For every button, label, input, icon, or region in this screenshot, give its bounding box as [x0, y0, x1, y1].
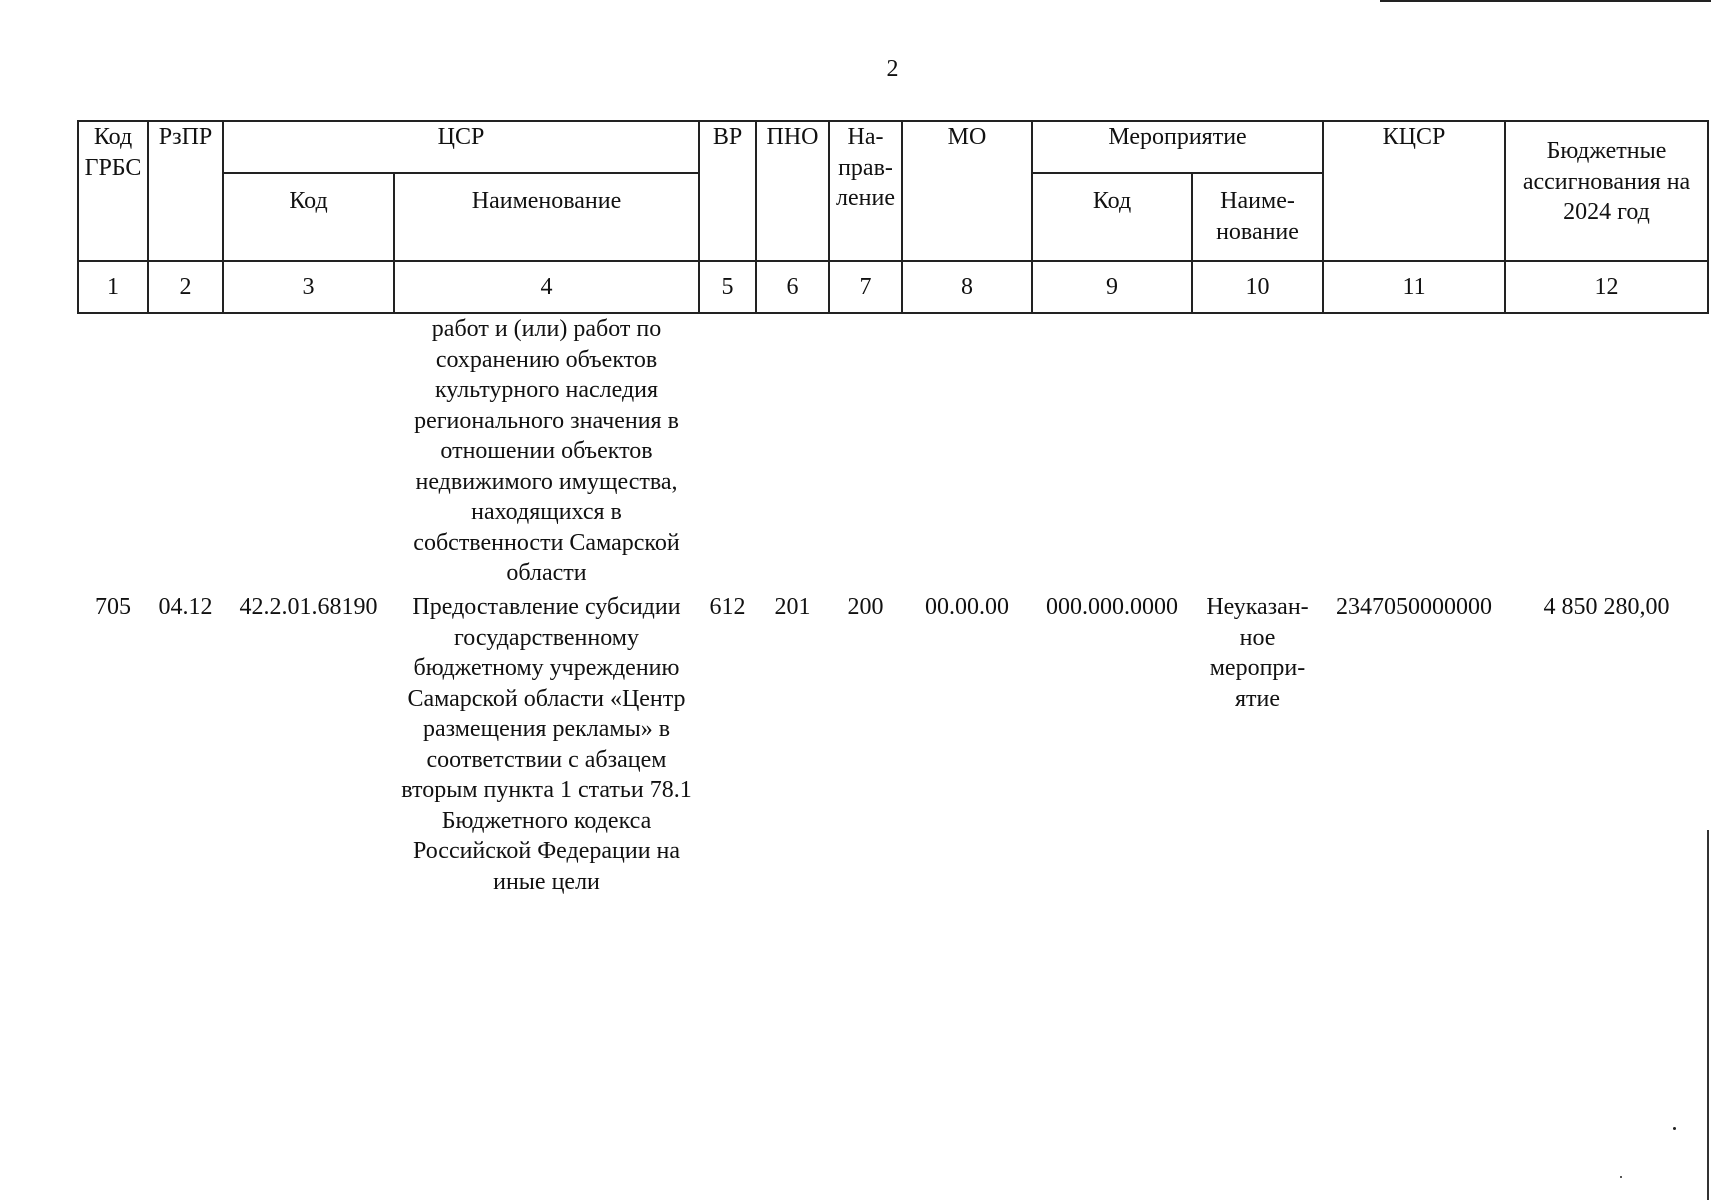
continuation-name: работ и (или) работ по сохранению объектов культурного наследия регионального значения в отношении объектов недвижимого имущества, находящихся в собственности Самарской области	[413, 316, 680, 586]
cell-grbs: 705	[95, 594, 131, 620]
header-event-name: Наиме-нование	[1192, 173, 1323, 261]
header-event: Мероприятие	[1032, 121, 1323, 173]
header-csr-name: Наименование	[394, 173, 699, 261]
column-number: 4	[394, 261, 699, 313]
header-rzpr: РзПР	[148, 121, 223, 261]
header-csr-code: Код	[223, 173, 394, 261]
cell-rzpr: 04.12	[158, 594, 213, 620]
header-row-numbers	[78, 261, 1708, 313]
continuation-row	[78, 313, 1708, 592]
column-number: 3	[223, 261, 394, 313]
header-csr: ЦСР	[223, 121, 699, 173]
header-direction: На-прав-ление	[829, 121, 902, 261]
column-number: 6	[756, 261, 829, 313]
header-row-group	[78, 121, 1708, 173]
cell-event-code: 000.000.0000	[1046, 594, 1178, 620]
cell-kcsr: 2347050000000	[1336, 594, 1493, 620]
column-number: 1	[78, 261, 148, 313]
column-number: 5	[699, 261, 756, 313]
header-vr: ВР	[699, 121, 756, 261]
header-budget: Бюджетные ассигнования на 2024 год	[1505, 121, 1708, 261]
column-number: 7	[829, 261, 902, 313]
scan-speck	[1673, 1127, 1676, 1130]
cell-csr-code: 42.2.01.68190	[239, 594, 378, 620]
column-number: 2	[148, 261, 223, 313]
header-pno: ПНО	[756, 121, 829, 261]
scan-speck	[1620, 1176, 1622, 1178]
cell-mo: 00.00.00	[925, 594, 1009, 620]
cell-csr-name: Предоставление субсидии государственному бюджетному учреждению Самарской области «Центр размещения рекламы» в соответствии с абзацем вторым пункта 1 статьи 78.1 Бюджетного кодекса Российской Федерации на иные цели	[401, 594, 692, 895]
cell-event-name: Неуказан-ное меропри-ятие	[1206, 594, 1309, 712]
top-rule	[1380, 0, 1711, 2]
column-number: 8	[902, 261, 1032, 313]
cell-vr: 612	[709, 594, 746, 620]
header-grbs: Код ГРБС	[78, 121, 148, 261]
cell-direction: 200	[847, 594, 884, 620]
column-number: 11	[1323, 261, 1505, 313]
column-number: 9	[1032, 261, 1192, 313]
column-number: 12	[1505, 261, 1708, 313]
cell-pno: 201	[774, 594, 811, 620]
header-mo: МО	[902, 121, 1032, 261]
column-number: 10	[1192, 261, 1323, 313]
header-event-code: Код	[1032, 173, 1192, 261]
page-number: 2	[886, 56, 899, 82]
cell-budget: 4 850 280,00	[1543, 594, 1670, 620]
table-row	[78, 592, 1708, 897]
header-kcsr: КЦСР	[1323, 121, 1505, 261]
budget-table	[77, 120, 1709, 897]
